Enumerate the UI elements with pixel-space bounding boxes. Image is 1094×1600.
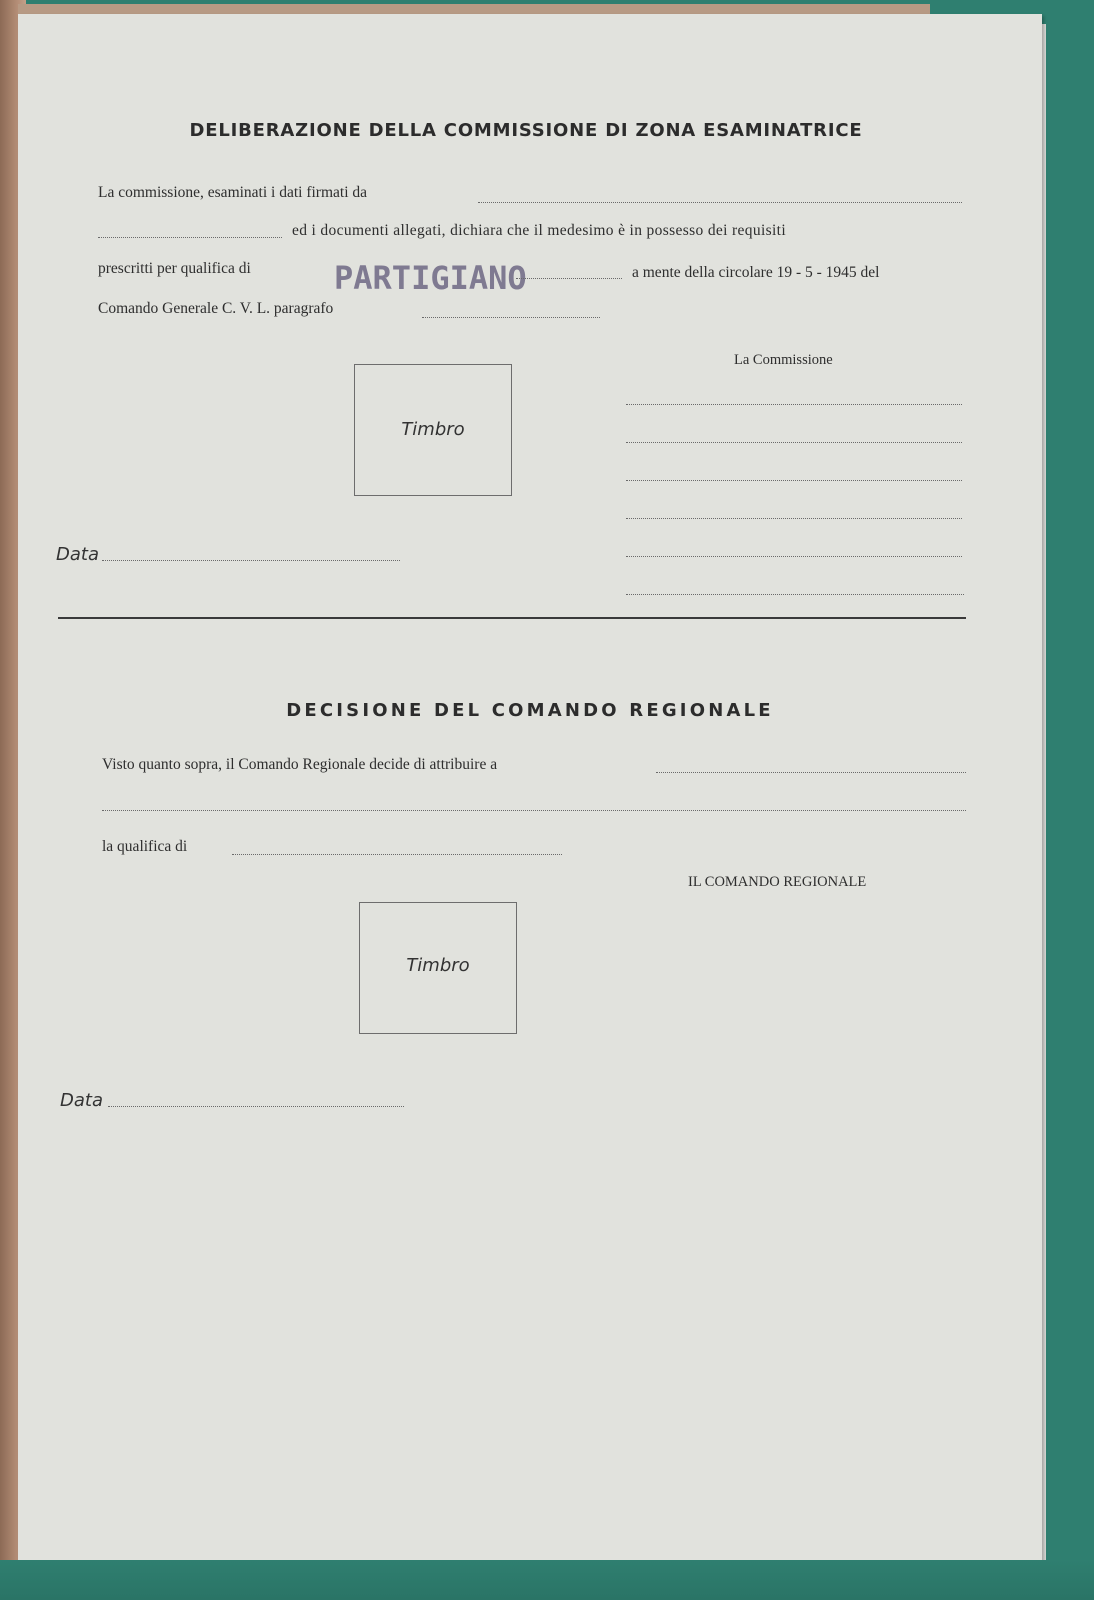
decision-line-1: Visto quanto sopra, il Comando Regionale decide di attribuire a xyxy=(102,756,498,773)
date-label-2: Data xyxy=(60,1090,103,1111)
deliberation-line-1: La commissione, esaminati i dati firmati da xyxy=(98,184,368,201)
decision-line-2: la qualifica di xyxy=(102,838,188,855)
stamp-box-1-label: Timbro xyxy=(401,419,465,440)
qualification-stamp: PARTIGIANO xyxy=(334,259,527,297)
commission-signature-3[interactable] xyxy=(626,480,962,481)
commission-signature-4[interactable] xyxy=(626,518,962,519)
stamp-box-2-label: Timbro xyxy=(406,955,470,976)
section-divider xyxy=(58,617,966,619)
deliberation-line-4: Comando Generale C. V. L. paragrafo xyxy=(98,300,334,317)
regional-command-signatory: IL COMANDO REGIONALE xyxy=(688,874,867,890)
signer-name-field[interactable] xyxy=(478,202,962,203)
recipient-continuation-field[interactable] xyxy=(102,810,966,811)
deliberation-line-3b: a mente della circolare 19 - 5 - 1945 del xyxy=(632,264,880,281)
signer-name-continuation-field[interactable] xyxy=(98,237,282,238)
decision-qualification-field[interactable] xyxy=(232,854,562,855)
document-page xyxy=(18,14,1042,1564)
commission-label: La Commissione xyxy=(734,352,833,368)
commission-signature-1[interactable] xyxy=(626,404,962,405)
stamp-box-1 xyxy=(354,364,512,496)
recipient-field[interactable] xyxy=(656,772,966,773)
date-field-2[interactable] xyxy=(108,1106,404,1107)
background-bottom xyxy=(0,1560,1094,1600)
deliberation-line-2: ed i documenti allegati, dichiara che il medesimo è in possesso dei requisiti xyxy=(292,222,786,239)
deliberation-line-3a: prescritti per qualifica di xyxy=(98,260,251,277)
deliberation-title: DELIBERAZIONE DELLA COMMISSIONE DI ZONA ESAMINATRICE xyxy=(189,120,863,141)
commission-signature-5[interactable] xyxy=(626,556,962,557)
date-field-1[interactable] xyxy=(102,560,400,561)
commission-signature-2[interactable] xyxy=(626,442,962,443)
qualification-field[interactable] xyxy=(516,278,622,279)
date-label-1: Data xyxy=(56,544,99,565)
commission-signature-6[interactable] xyxy=(626,594,964,595)
paragraph-field[interactable] xyxy=(422,317,600,318)
decision-title: DECISIONE DEL COMANDO REGIONALE xyxy=(286,700,774,721)
stamp-box-2 xyxy=(359,902,517,1034)
